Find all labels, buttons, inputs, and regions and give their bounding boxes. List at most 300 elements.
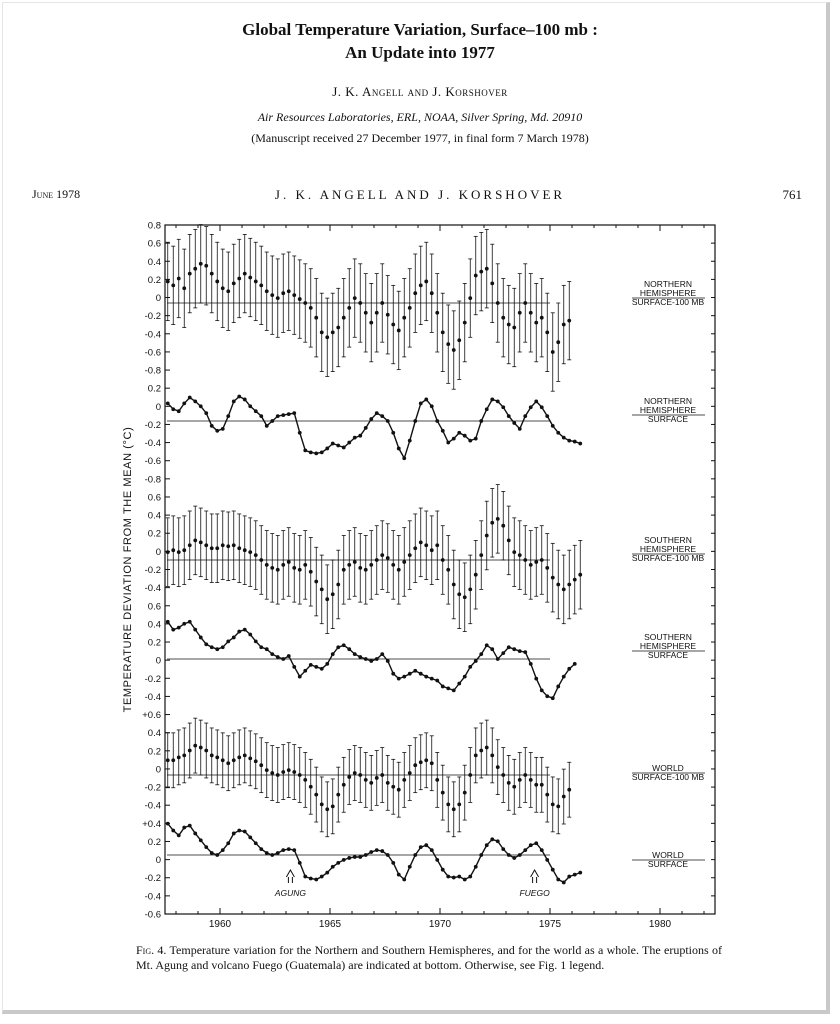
- data-point: [452, 583, 456, 587]
- y-tick-label: 0: [155, 293, 161, 305]
- data-point: [320, 331, 324, 335]
- x-tick-label: 1980: [648, 919, 672, 930]
- data-point: [248, 276, 252, 280]
- data-point: [210, 424, 214, 428]
- data-point: [336, 326, 340, 330]
- data-point: [529, 843, 533, 847]
- series-label-line: SURFACE-100 MB: [631, 772, 705, 782]
- data-point: [166, 550, 170, 554]
- data-point: [314, 665, 318, 669]
- data-point: [490, 837, 494, 841]
- data-point: [556, 685, 560, 689]
- data-point: [193, 539, 197, 543]
- data-point: [364, 311, 368, 315]
- data-point: [518, 553, 522, 557]
- data-point: [430, 677, 434, 681]
- y-tick-label: 0.2: [147, 383, 161, 395]
- data-point: [314, 316, 318, 320]
- data-point: [369, 563, 373, 567]
- data-point: [364, 853, 368, 857]
- data-point: [237, 277, 241, 281]
- data-point: [545, 331, 549, 335]
- data-point: [386, 556, 390, 560]
- data-point: [177, 834, 181, 838]
- data-point: [325, 447, 329, 451]
- data-point: [479, 652, 483, 656]
- eruption-label: AGUNG: [274, 888, 306, 898]
- data-point: [226, 414, 230, 418]
- series-label-line: NORTHERN: [643, 396, 693, 406]
- data-point: [204, 749, 208, 753]
- data-point: [320, 803, 324, 807]
- data-point: [430, 848, 434, 852]
- data-point: [309, 306, 313, 310]
- data-point: [540, 558, 544, 562]
- data-point: [402, 316, 406, 320]
- data-point: [292, 848, 296, 852]
- series-label-line: HEMISPHERE: [639, 544, 697, 554]
- data-point: [265, 851, 269, 855]
- data-point: [342, 783, 346, 787]
- data-point: [287, 654, 291, 658]
- data-point: [430, 404, 434, 408]
- data-point: [259, 645, 263, 649]
- data-point: [512, 550, 516, 554]
- data-point: [435, 311, 439, 315]
- data-point: [562, 588, 566, 592]
- data-point: [364, 568, 368, 572]
- series-label-line: SURFACE-100 MB: [631, 553, 705, 563]
- data-point: [391, 785, 395, 789]
- data-point: [551, 424, 555, 428]
- data-point: [501, 847, 505, 851]
- manuscript-received: (Manuscript received 27 December 1977, in final form 7 March 1978): [251, 131, 589, 145]
- y-tick-label: 0.8: [147, 220, 161, 232]
- data-point: [259, 283, 263, 287]
- plot-frame: [165, 225, 715, 914]
- data-point: [215, 755, 219, 759]
- data-point: [529, 662, 533, 666]
- data-point: [424, 758, 428, 762]
- data-point: [567, 788, 571, 792]
- data-point: [358, 434, 362, 438]
- data-point: [463, 595, 467, 599]
- data-point: [540, 405, 544, 409]
- data-point: [226, 289, 230, 293]
- data-point: [485, 534, 489, 538]
- data-point: [199, 636, 203, 640]
- data-point: [248, 756, 252, 760]
- data-point: [281, 848, 285, 852]
- data-point: [512, 647, 516, 651]
- data-point: [446, 441, 450, 445]
- data-point: [182, 826, 186, 830]
- data-point: [353, 652, 357, 656]
- data-point: [413, 291, 417, 295]
- data-point: [375, 848, 379, 852]
- data-point: [347, 563, 351, 567]
- data-point: [413, 669, 417, 673]
- y-axis-label: TEMPERATURE DEVIATION FROM THE MEAN (°C): [122, 426, 134, 713]
- data-point: [369, 659, 373, 663]
- data-point: [226, 544, 230, 548]
- y-tick-label: 0.6: [147, 492, 161, 504]
- data-point: [463, 675, 467, 679]
- data-point: [441, 791, 445, 795]
- data-point: [578, 573, 582, 577]
- y-tick-label: 0.4: [147, 619, 161, 631]
- data-point: [166, 401, 170, 405]
- series-label-line: SOUTHERN: [644, 632, 692, 642]
- data-point: [375, 657, 379, 661]
- data-point: [347, 647, 351, 651]
- data-point: [380, 849, 384, 853]
- data-point: [254, 280, 258, 284]
- data-point: [479, 419, 483, 423]
- y-tick-label: -0.2: [144, 873, 161, 885]
- data-point: [270, 566, 274, 570]
- data-point: [314, 878, 318, 882]
- data-point: [166, 822, 170, 826]
- y-tick-label: -0.4: [144, 438, 161, 450]
- data-point: [243, 548, 247, 552]
- data-point: [545, 414, 549, 418]
- data-point: [424, 543, 428, 547]
- data-point: [386, 419, 390, 423]
- data-point: [397, 677, 401, 681]
- data-point: [254, 759, 258, 763]
- y-tick-label: -0.2: [144, 311, 161, 323]
- data-point: [325, 871, 329, 875]
- data-point: [221, 758, 225, 762]
- data-point: [545, 566, 549, 570]
- y-tick-label: -0.4: [144, 800, 161, 812]
- y-tick-label: 0.4: [147, 510, 161, 522]
- x-tick-label: 1960: [208, 919, 232, 930]
- data-point: [413, 419, 417, 423]
- y-tick-label: -0.4: [144, 329, 161, 341]
- data-point: [232, 282, 236, 286]
- data-point: [523, 650, 527, 654]
- data-point: [463, 434, 467, 438]
- data-point: [540, 783, 544, 787]
- data-point: [171, 829, 175, 833]
- data-point: [512, 326, 516, 330]
- figure-label: Fig. 4.: [136, 943, 167, 957]
- data-point: [479, 270, 483, 274]
- data-point: [353, 436, 357, 440]
- data-point: [347, 856, 351, 860]
- y-tick-label: -0.2: [144, 673, 161, 685]
- data-point: [276, 414, 280, 418]
- data-point: [309, 450, 313, 454]
- data-point: [402, 560, 406, 564]
- data-point: [353, 855, 357, 859]
- data-point: [562, 436, 566, 440]
- data-point: [177, 755, 181, 759]
- data-point: [188, 272, 192, 276]
- data-point: [534, 841, 538, 845]
- data-point: [281, 291, 285, 295]
- data-point: [380, 301, 384, 305]
- data-point: [210, 272, 214, 276]
- data-point: [342, 858, 346, 862]
- data-point: [292, 293, 296, 297]
- data-point: [331, 592, 335, 596]
- data-point: [529, 405, 533, 409]
- data-point: [182, 754, 186, 758]
- data-point: [303, 449, 307, 453]
- data-point: [320, 875, 324, 879]
- data-point: [452, 688, 456, 692]
- data-point: [298, 773, 302, 777]
- data-point: [567, 667, 571, 671]
- running-head-date: June 1978: [32, 187, 81, 201]
- data-point: [435, 679, 439, 683]
- data-point: [276, 655, 280, 659]
- data-point: [331, 652, 335, 656]
- data-point: [188, 824, 192, 828]
- data-point: [309, 570, 313, 574]
- data-point: [358, 855, 362, 859]
- data-point: [419, 283, 423, 287]
- data-point: [347, 306, 351, 310]
- data-point: [259, 763, 263, 767]
- data-point: [342, 568, 346, 572]
- data-point: [369, 417, 373, 421]
- eruption-arrow-icon: [286, 870, 294, 883]
- data-point: [303, 301, 307, 305]
- data-point: [430, 761, 434, 765]
- data-point: [298, 431, 302, 435]
- data-point: [375, 776, 379, 780]
- data-point: [430, 291, 434, 295]
- data-point: [529, 778, 533, 782]
- data-point: [430, 548, 434, 552]
- series-label-line: SOUTHERN: [644, 535, 692, 545]
- data-point: [188, 620, 192, 624]
- data-point: [452, 876, 456, 880]
- data-point: [463, 878, 467, 882]
- data-point: [210, 546, 214, 550]
- data-point: [540, 848, 544, 852]
- data-point: [342, 446, 346, 450]
- data-point: [562, 675, 566, 679]
- data-point: [204, 845, 208, 849]
- y-tick-label: 0.4: [147, 728, 161, 740]
- data-point: [518, 427, 522, 431]
- y-tick-label: -0.8: [144, 365, 161, 377]
- data-point: [232, 832, 236, 836]
- data-point: [457, 592, 461, 596]
- x-tick-label: 1970: [428, 919, 452, 930]
- data-point: [485, 843, 489, 847]
- data-point: [413, 546, 417, 550]
- data-point: [314, 451, 318, 455]
- data-point: [188, 749, 192, 753]
- y-tick-label: -0.4: [144, 583, 161, 595]
- data-point: [226, 841, 230, 845]
- data-point: [435, 858, 439, 862]
- eruption-arrow-icon: [531, 870, 539, 883]
- data-point: [446, 342, 450, 346]
- data-point: [342, 316, 346, 320]
- page-number: 761: [782, 187, 802, 202]
- data-point: [265, 289, 269, 293]
- data-point: [303, 778, 307, 782]
- data-point: [199, 838, 203, 842]
- data-point: [391, 563, 395, 567]
- data-point: [298, 297, 302, 301]
- data-point: [237, 755, 241, 759]
- data-point: [221, 848, 225, 852]
- data-point: [177, 409, 181, 413]
- data-point: [562, 795, 566, 799]
- y-tick-label: 0.2: [147, 528, 161, 540]
- data-point: [408, 553, 412, 557]
- data-point: [446, 568, 450, 572]
- data-point: [496, 301, 500, 305]
- data-point: [446, 687, 450, 691]
- data-point: [166, 280, 170, 284]
- data-point: [248, 550, 252, 554]
- data-point: [193, 832, 197, 836]
- data-point: [254, 409, 258, 413]
- data-point: [287, 412, 291, 416]
- data-point: [364, 657, 368, 661]
- series-label-line: HEMISPHERE: [639, 641, 697, 651]
- data-point: [496, 765, 500, 769]
- data-point: [254, 553, 258, 557]
- data-point: [336, 645, 340, 649]
- data-point: [287, 560, 291, 564]
- data-point: [358, 566, 362, 570]
- data-point: [479, 553, 483, 557]
- data-point: [369, 850, 373, 854]
- data-point: [545, 858, 549, 862]
- data-point: [276, 568, 280, 572]
- data-point: [501, 651, 505, 655]
- data-point: [331, 865, 335, 869]
- data-point: [276, 296, 280, 300]
- figure-caption: [136, 943, 722, 973]
- data-point: [446, 875, 450, 879]
- data-point: [166, 758, 170, 762]
- data-point: [375, 411, 379, 415]
- data-point: [353, 771, 357, 775]
- data-point: [215, 647, 219, 651]
- y-tick-label: 0: [155, 401, 161, 413]
- data-point: [501, 524, 505, 528]
- data-point: [468, 588, 472, 592]
- data-point: [386, 659, 390, 663]
- data-point: [474, 274, 478, 278]
- data-point: [529, 311, 533, 315]
- data-point: [496, 517, 500, 521]
- data-point: [507, 323, 511, 327]
- x-tick-label: 1975: [538, 919, 562, 930]
- data-point: [402, 878, 406, 882]
- data-point: [320, 588, 324, 592]
- data-point: [204, 411, 208, 415]
- data-point: [380, 553, 384, 557]
- data-point: [287, 289, 291, 293]
- data-point: [270, 771, 274, 775]
- data-point: [325, 662, 329, 666]
- data-point: [441, 558, 445, 562]
- data-point: [171, 628, 175, 632]
- y-tick-label: -0.4: [144, 891, 161, 903]
- data-point: [292, 665, 296, 669]
- data-point: [325, 597, 329, 601]
- data-point: [199, 746, 203, 750]
- data-point: [325, 807, 329, 811]
- data-point: [463, 791, 467, 795]
- data-point: [292, 770, 296, 774]
- data-point: [435, 778, 439, 782]
- data-point: [463, 321, 467, 325]
- series-label-line: SURFACE: [647, 414, 689, 424]
- data-point: [567, 583, 571, 587]
- y-tick-label: -0.6: [144, 347, 161, 359]
- data-point: [397, 568, 401, 572]
- data-point: [314, 580, 318, 584]
- data-point: [232, 400, 236, 404]
- data-point: [441, 429, 445, 433]
- data-point: [380, 773, 384, 777]
- data-point: [551, 868, 555, 872]
- data-point: [457, 875, 461, 879]
- data-point: [573, 578, 577, 582]
- data-point: [171, 758, 175, 762]
- data-point: [474, 573, 478, 577]
- data-point: [391, 861, 395, 865]
- data-point: [441, 331, 445, 335]
- data-point: [496, 839, 500, 843]
- series-label-line: WORLD: [652, 763, 684, 773]
- data-point: [309, 785, 313, 789]
- data-point: [518, 778, 522, 782]
- y-tick-label: +0.4: [142, 818, 161, 830]
- data-point: [243, 754, 247, 758]
- y-tick-label: 0.2: [147, 637, 161, 649]
- data-point: [507, 645, 511, 649]
- data-point: [177, 550, 181, 554]
- data-point: [265, 563, 269, 567]
- data-point: [540, 316, 544, 320]
- data-point: [281, 770, 285, 774]
- data-point: [391, 323, 395, 327]
- data-point: [397, 873, 401, 877]
- data-point: [292, 566, 296, 570]
- data-point: [545, 793, 549, 797]
- data-point: [501, 405, 505, 409]
- data-point: [512, 856, 516, 860]
- data-point: [402, 778, 406, 782]
- data-point: [347, 441, 351, 445]
- series-label-line: SURFACE-100 MB: [631, 297, 705, 307]
- data-point: [408, 439, 412, 443]
- data-point: [424, 675, 428, 679]
- data-point: [215, 853, 219, 857]
- data-point: [358, 301, 362, 305]
- data-point: [452, 437, 456, 441]
- data-point: [540, 688, 544, 692]
- data-point: [380, 414, 384, 418]
- data-point: [441, 868, 445, 872]
- data-point: [556, 431, 560, 435]
- data-point: [265, 647, 269, 651]
